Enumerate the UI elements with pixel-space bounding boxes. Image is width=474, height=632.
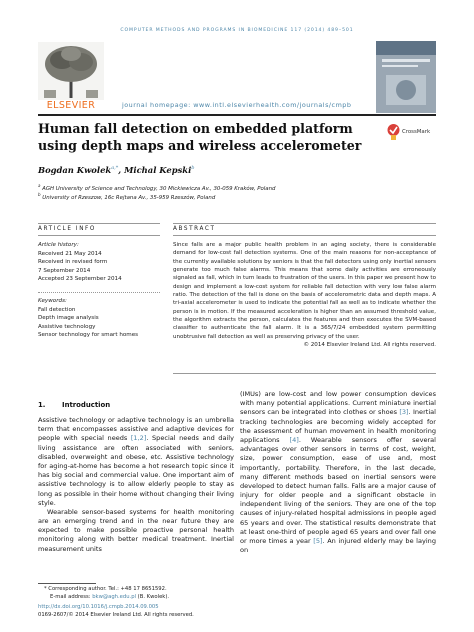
- paragraph: Wearable sensor-based systems for health monitoring are an emerging trend and in the near future they are expected to make possible proactive personal health monitoring along with better medical treatment. Inertial measurement units: [38, 507, 234, 553]
- article-history: [38, 241, 160, 284]
- footnote-rule: [38, 583, 96, 584]
- abstract-body: [173, 241, 436, 349]
- paragraph-text: . Wearable sensors offer several advantages over other sensors in terms of cost, weight, size, power consumption, ease of use and, most importantly, portability. Therefore, in the last decade, many different methods based on inertial sensors were developed to detect human falls. Falls are a major cause of injury for older people and a significant obstacle in independent living of the seniors. They are one of the top causes of injury-related hospital admissions in people aged 65 years and over. The statistical results demonstrate that at least one-third of people aged 65 years and over fall one or more times a year: [240, 435, 436, 545]
- abstract-label: ABSTRACT: [173, 226, 216, 232]
- affiliation-mark: b: [38, 192, 41, 197]
- paragraph: [240, 390, 436, 555]
- crossmark-label: CrossMark: [402, 129, 431, 135]
- abstract-rule-top: [173, 223, 436, 224]
- affiliation-mark: a: [38, 183, 41, 188]
- corresponding-author-note: * Corresponding author. Tel.: +48 17 8651592.: [44, 586, 167, 592]
- paragraph-text: Assistive technology or adaptive technology is an umbrella term that encompasses assistive and adaptive devices for people with special needs: [38, 416, 234, 443]
- keyword-item: Fall detection: [38, 306, 76, 313]
- author-marks: a,*: [111, 165, 119, 172]
- citation-link[interactable]: [5]: [313, 537, 323, 545]
- keywords-heading: Keywords:: [38, 298, 67, 304]
- email-label: E-mail address:: [50, 594, 93, 600]
- affiliation-text: University of Rzeszow, 16c Rejtana Av., 35-959 Rzeszów, Poland: [42, 194, 216, 201]
- abstract-text: Since falls are a major public health problem in an aging society, there is considerable demand for low-cost fall detection systems. One of the main reasons for non-acceptance of the currently available solutions by seniors is that the fall detectors using only inertial sensors generate too much false alarms. This means that some daily activities are erroneously signaled as fall, which in turn leads to frustration of the users. In this paper we present how to design and implement a low-cost system for reliable fall detection with very low false alarm ratio. The detection of the fall is done on the basis of accelerometric data and depth maps. A tri-axial accelerometer is used to indicate the potential fall as well as to indicate whether the person is in motion. If the measured acceleration is higher than an assumed threshold value, the algorithm extracts the person, calculates the features and then executes the SVM-based classifier to authenticate the fall alarm. It is a 365/7/24 embedded system permitting unobtrusive fall detection as well as preserving privacy of the user.: [173, 242, 436, 340]
- affiliation-text: AGH University of Science and Technology, 30 Mickiewicza Av., 30-059 Kraków, Poland: [42, 185, 276, 192]
- article-history-heading: Article history:: [38, 242, 79, 248]
- paragraph-text: . An injured elderly may be laying on: [240, 537, 436, 555]
- crossmark-badge[interactable]: [387, 123, 435, 143]
- affiliation: [38, 183, 418, 192]
- paragraph: [38, 416, 234, 508]
- paragraph-text: . Inertial tracking technologies are becoming widely accepted for the assessment of human movement in health monitoring applications: [240, 408, 436, 444]
- affiliation: [38, 192, 418, 201]
- section-number: 1.: [38, 401, 46, 409]
- body-column-left: [38, 416, 234, 554]
- email-suffix: (B. Kwolek).: [136, 594, 170, 600]
- article-info-label: ARTICLE INFO: [38, 226, 97, 232]
- abstract-copyright: © 2014 Elsevier Ireland Ltd. All rights reserved.: [303, 342, 436, 349]
- journal-homepage-link[interactable]: journal homepage: www.intl.elsevierhealth.com/journals/cmpb: [122, 101, 352, 109]
- journal-cover-image-icon: [376, 41, 436, 113]
- citation-link[interactable]: [1,2]: [130, 434, 147, 443]
- history-item: 7 September 2014: [38, 267, 91, 274]
- header-rule: [38, 114, 436, 116]
- history-item: Received in revised form: [38, 259, 108, 265]
- history-item: Accepted 23 September 2014: [38, 276, 122, 282]
- author-name: Bogdan Kwolek: [38, 165, 112, 175]
- abstract-rule-end: [173, 373, 436, 374]
- publisher-name: ELSEVIER: [46, 100, 96, 111]
- history-item: Received 21 May 2014: [38, 250, 102, 257]
- keyword-item: Depth image analysis: [38, 315, 99, 321]
- keyword-item: Assistive technology: [38, 323, 96, 330]
- citation-link[interactable]: [3]: [399, 408, 409, 417]
- body-column-right: [240, 390, 436, 555]
- issn-line: 0169-2607/© 2014 Elsevier Ireland Ltd. All rights reserved.: [38, 612, 194, 618]
- crossmark-icon: [387, 123, 400, 141]
- article-info-separator: [38, 292, 160, 293]
- doi-link[interactable]: http://dx.doi.org/10.1016/j.cmpb.2014.09.005: [38, 604, 159, 610]
- article-info-rule-bottom: [38, 235, 160, 236]
- author-marks: b: [191, 165, 195, 172]
- keyword-item: Sensor technology for smart homes: [38, 332, 139, 338]
- author-name: Michal Kepski: [124, 165, 192, 175]
- email-note: [38, 593, 238, 601]
- citation-link[interactable]: [4]: [289, 435, 299, 444]
- author-list: Bogdan Kwolek$^{a,*}$, Michal Kepski$^b$: [38, 165, 195, 175]
- paragraph-text: . Special needs and daily living assistance are often associated with seniors, disabled, overweight and obese, etc. Assistive technology for aging-at-home has become a hot research topic since it has big social and commercial value. One important aim of assistive technology is to allow elderly people to stay as long as possible in their home without changing their living style.: [38, 434, 234, 507]
- keywords: [38, 297, 160, 340]
- article-title: Human fall detection on embedded platform using depth maps and wireless accelerometer: [38, 121, 362, 153]
- section-heading-introduction: [38, 401, 110, 409]
- section-title: Introduction: [62, 401, 111, 409]
- abstract-rule-bottom: [173, 235, 436, 236]
- journal-citation-line: COMPUTER METHODS AND PROGRAMS IN BIOMEDICINE 117 (2014) 489–501: [120, 28, 354, 33]
- article-info-rule-top: [38, 223, 160, 224]
- paragraph-text: (IMUs) are low-cost and low power consumption devices with many potential applications. Current miniature inertial sensors can be integrated into clothes or shoes: [240, 390, 436, 417]
- email-link[interactable]: bkw@agh.edu.pl: [92, 594, 137, 600]
